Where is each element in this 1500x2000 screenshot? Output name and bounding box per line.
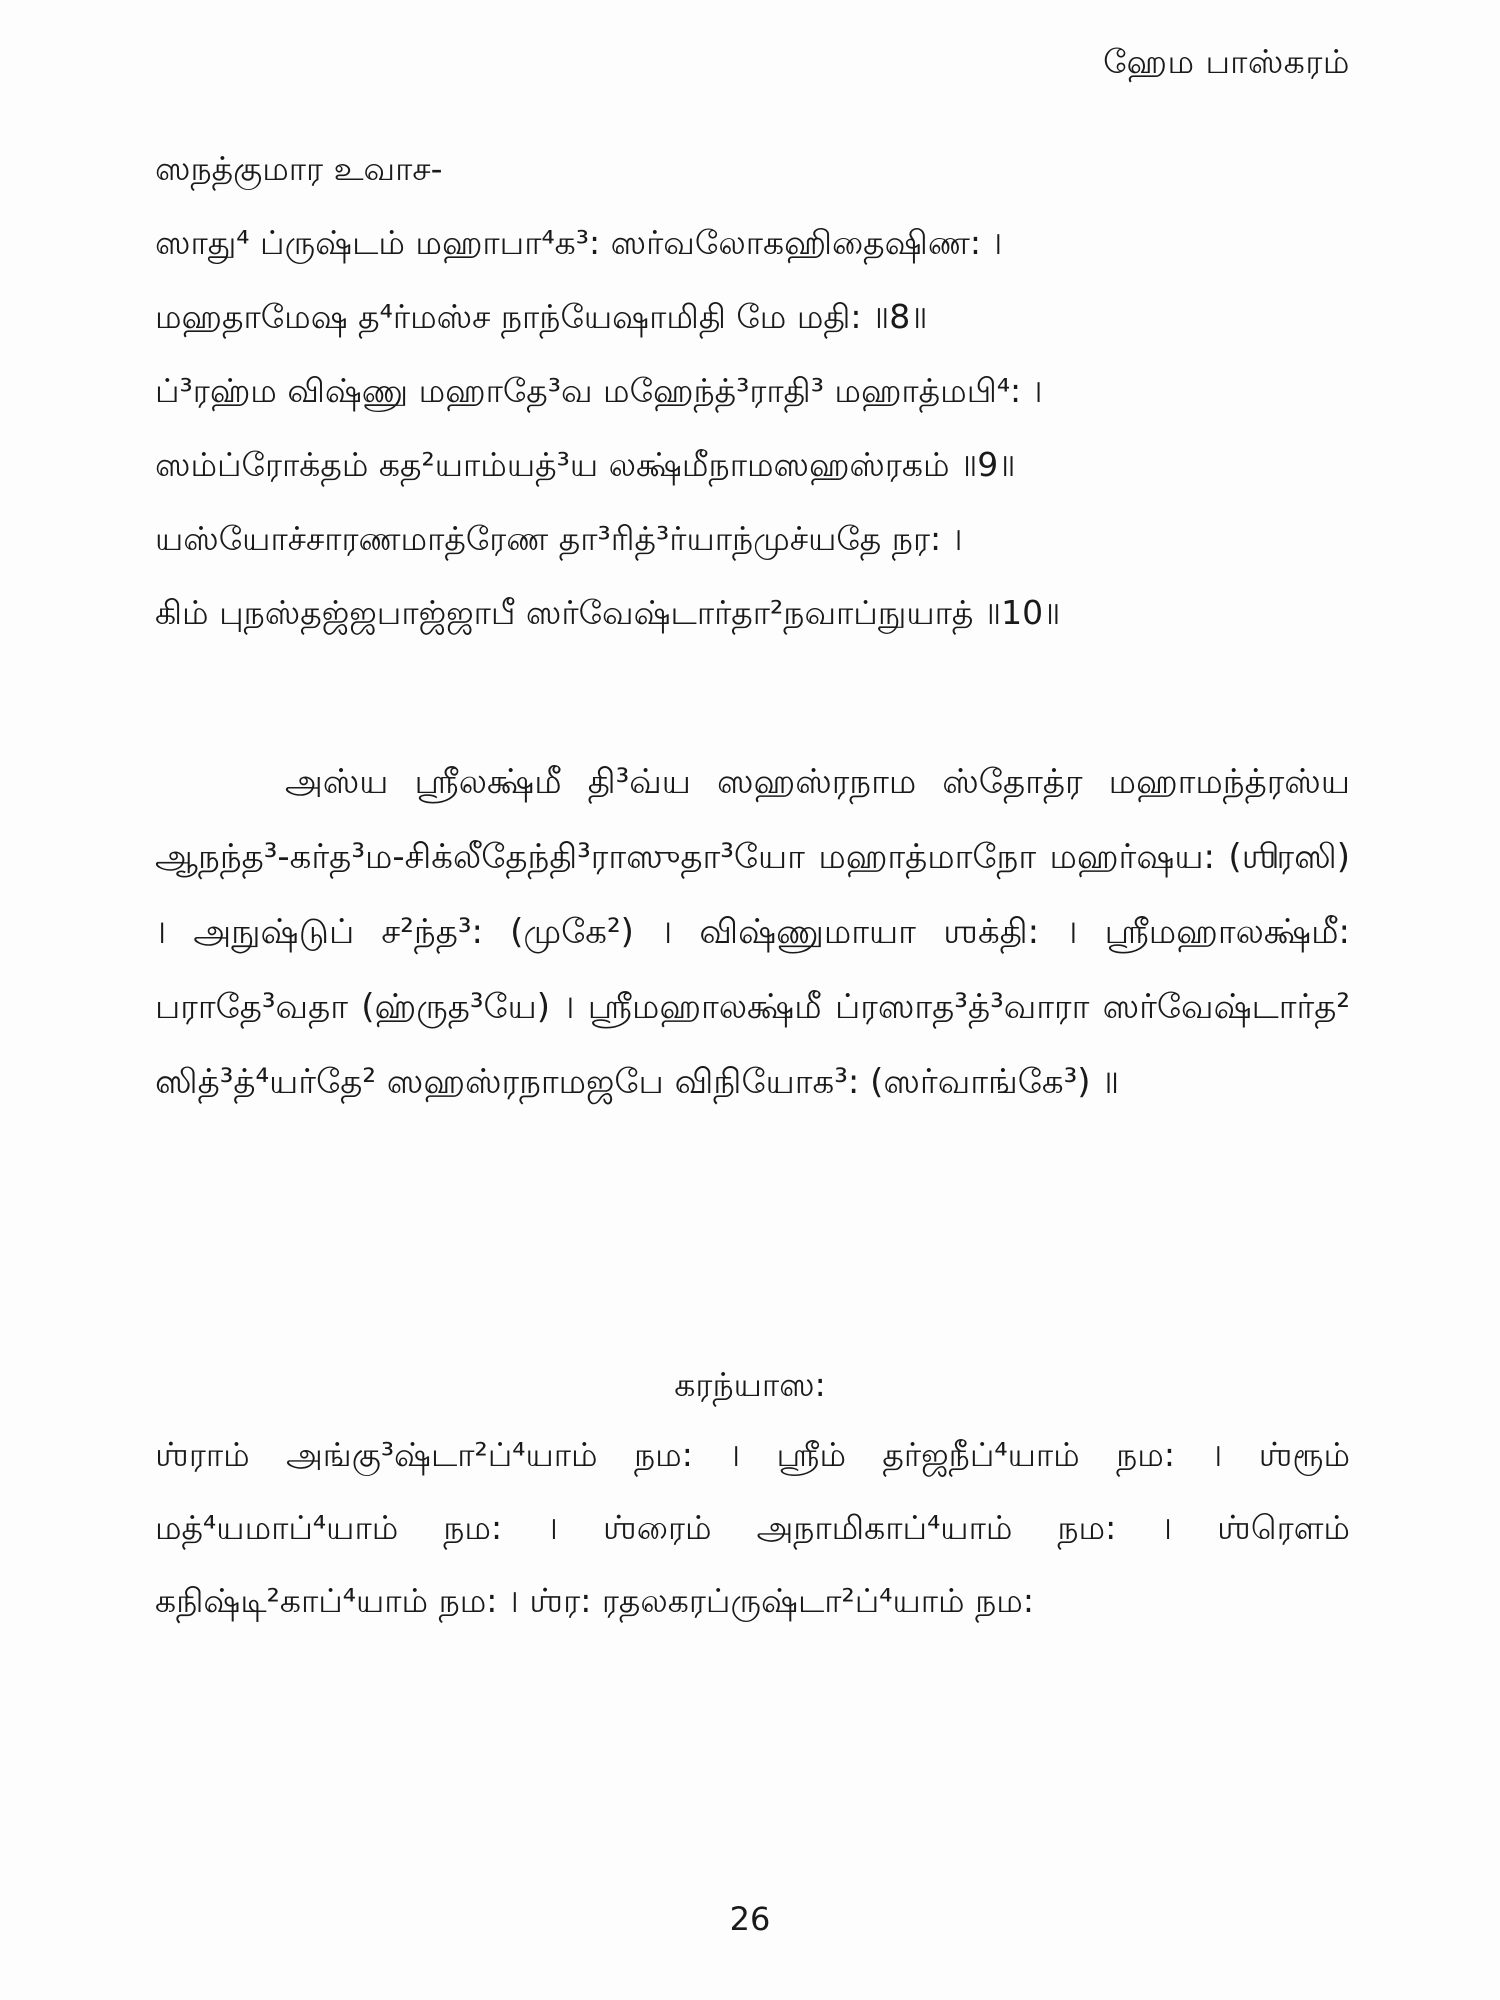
verse-block: [155, 132, 1355, 650]
verse-line: ப்³ரஹ்ம விஷ்ணு மஹாதே³வ மஹேந்த்³ராதி³ மஹாத்மபி⁴: ।: [155, 371, 1043, 410]
verse-line: ஸாது⁴ ப்ருஷ்டம் மஹாபா⁴க³: ஸர்வலோகஹிதைஷிண: ।: [155, 223, 1003, 262]
verse-line: ஸநத்குமார உவாச-: [155, 149, 443, 188]
verse-line: கிம் புநஸ்தஜ்ஜபாஜ்ஜாபீ ஸர்வேஷ்டார்தா²நவாப்நுயாத் ॥10॥: [155, 593, 1061, 632]
page-number: 26: [729, 1900, 771, 1938]
viniyoga-paragraph: [155, 745, 1350, 1120]
running-header: ஹேம பாஸ்கரம்: [1103, 42, 1350, 81]
verse-line: மஹதாமேஷ த⁴ர்மஸ்ச நாந்யேஷாமிதி மே மதி: ॥8॥: [155, 297, 928, 336]
karanyasa-paragraph: ஶ்ராம் அங்கு³ஷ்டா²ப்⁴யாம் நம: । ஸ்ரீம் தர்ஜநீப்⁴யாம் நம: । ஶ்ரூம் மத்⁴யமாப்⁴யாம் நம: । ஶ்ரைம் அநாமிகாப்⁴யாம் நம: । ஶ்ரௌம் கநிஷ்டி²காப்⁴யாம் நம: । ஶ்ர: ரதலகரப்ருஷ்டா²ப்⁴யாம் நம:: [155, 1435, 1350, 1620]
verse-line: யஸ்யோச்சாரணமாத்ரேண தா³ரித்³ர்யாந்முச்யதே நர: ।: [155, 519, 963, 558]
karanyasa-heading: கரந்யாஸ:: [674, 1365, 826, 1404]
viniyoga-text: அஸ்ய ஸ்ரீலக்ஷ்மீ தி³வ்ய ஸஹஸ்ரநாம ஸ்தோத்ர மஹாமந்த்ரஸ்ய ஆநந்த³-கர்த³ம-சிக்லீதேந்தி³ராஸுதா³யோ மஹாத்மாநோ மஹர்ஷய: (ஶிரஸி) । அநுஷ்டுப் ச²ந்த³: (முகே²) । விஷ்ணுமாயா ஶக்தி: । ஸ்ரீமஹாலக்ஷ்மீ: பராதே³வதா (ஹ்ருத³யே) । ஸ்ரீமஹாலக்ஷ்மீ ப்ரஸாத³த்³வாரா ஸர்வேஷ்டார்த² ஸித்³த்⁴யர்தே² ஸஹஸ்ரநாமஜபே விநியோக³: (ஸர்வாங்கே³) ॥: [155, 762, 1350, 1102]
verse-line: ஸம்ப்ரோக்தம் கத²யாம்யத்³ய லக்ஷ்மீநாமஸஹஸ்ரகம் ॥9॥: [155, 445, 1016, 484]
